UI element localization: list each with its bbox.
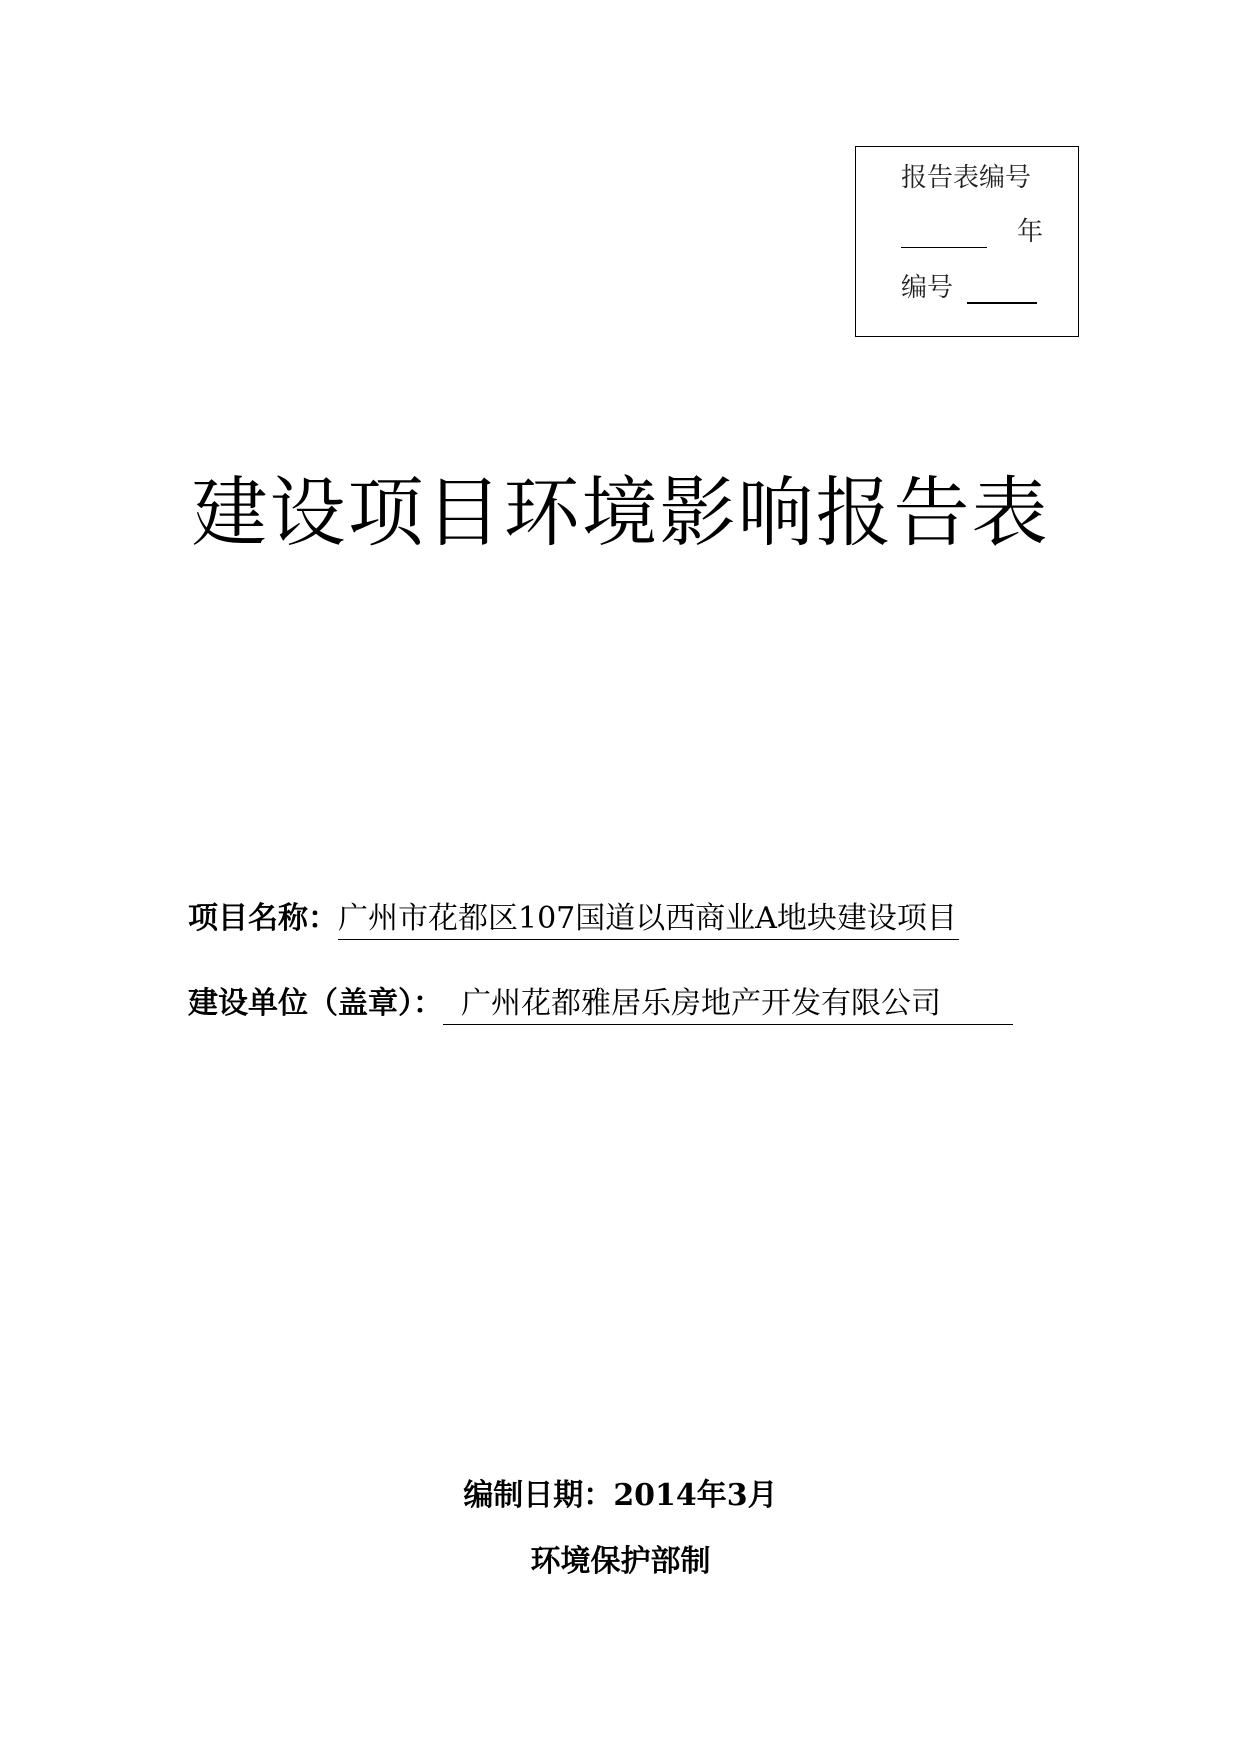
project-name-value: 广州市花都区107国道以西商业A地块建设项目 xyxy=(338,893,959,940)
number-blank xyxy=(967,274,1037,304)
report-box-year-row xyxy=(901,211,1046,248)
project-name-label: 项目名称： xyxy=(188,901,338,936)
issuing-organization: 环境保护部制 xyxy=(530,1544,711,1579)
report-box-title: 报告表编号 xyxy=(901,163,1032,193)
page-title: 建设项目环境影响报告表 xyxy=(191,468,1050,557)
compile-date-label: 编制日期： xyxy=(463,1478,614,1513)
year-blank xyxy=(901,221,987,248)
construction-unit-label: 建设单位（盖章）： xyxy=(188,986,443,1021)
project-name-field xyxy=(188,893,959,940)
report-number-box xyxy=(855,146,1079,337)
construction-unit-value: 广州花都雅居乐房地产开发有限公司 xyxy=(443,978,1013,1025)
compile-date-value: 2014年3月 xyxy=(613,1478,778,1513)
construction-unit-field xyxy=(188,978,1013,1025)
year-label: 年 xyxy=(1017,217,1044,247)
number-label: 编号 xyxy=(901,273,954,303)
report-box-number-row xyxy=(901,267,1037,304)
compile-date xyxy=(0,1470,1241,1514)
